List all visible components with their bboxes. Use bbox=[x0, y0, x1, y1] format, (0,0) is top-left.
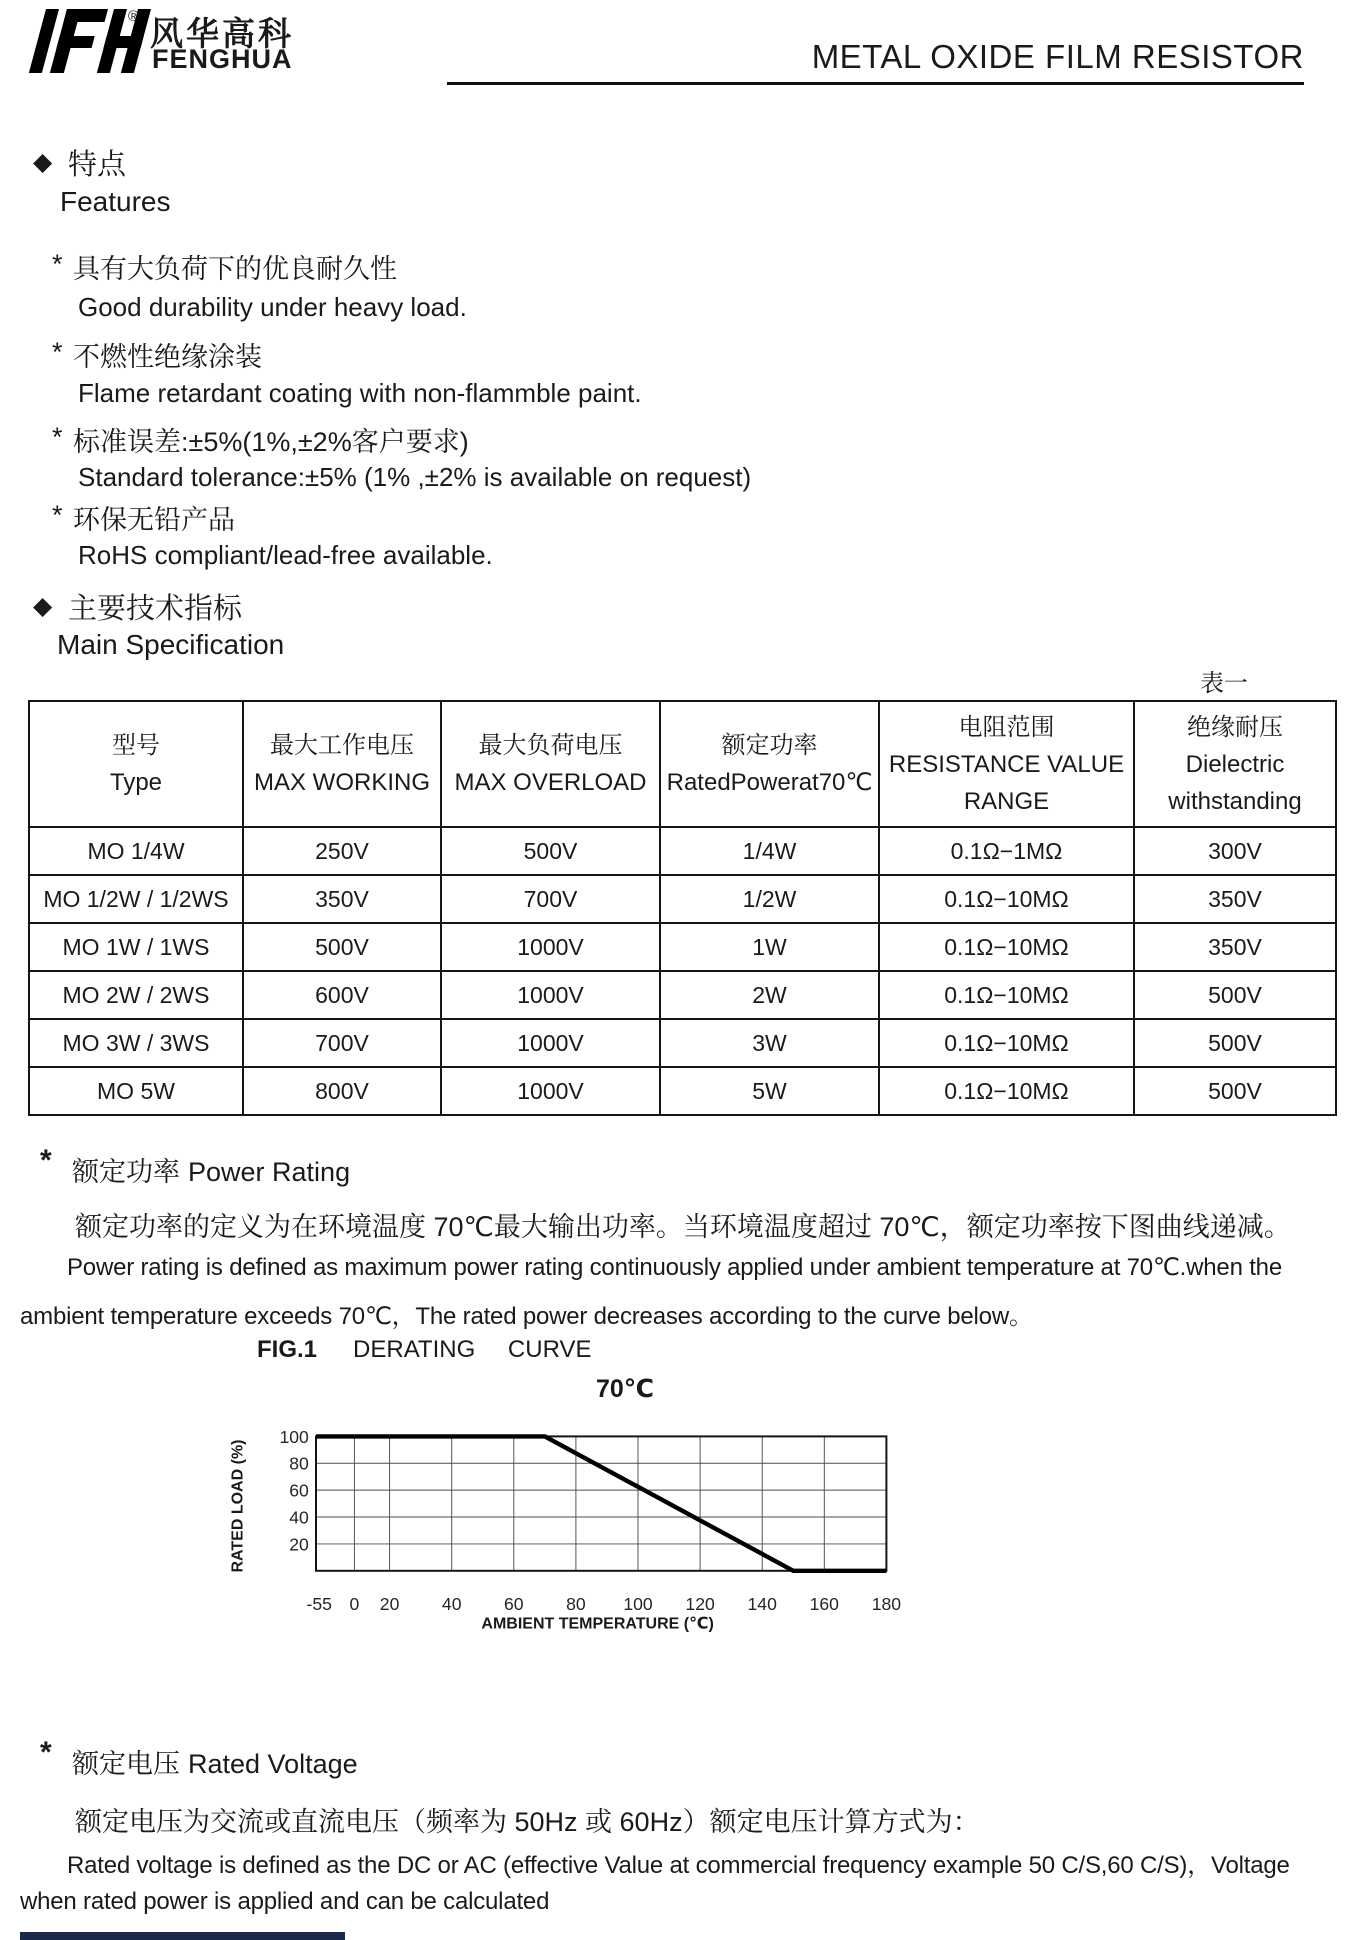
power-rating-paragraph-en: ambient temperature exceeds 70℃，The rated power decreases according to the curve below。 bbox=[20, 1303, 1033, 1330]
table-cell: 2W bbox=[660, 971, 879, 1019]
table-cell: 500V bbox=[1134, 1067, 1336, 1115]
main-spec-heading-en: Main Specification bbox=[57, 629, 285, 660]
table-row bbox=[29, 1067, 1336, 1115]
features-heading-en: Features bbox=[60, 186, 171, 217]
table-cell: 600V bbox=[243, 971, 441, 1019]
derating-curve-chart bbox=[220, 1395, 1100, 1665]
fenghua-logo-mark bbox=[28, 6, 168, 76]
column-header-zh: 额定功率 bbox=[721, 732, 818, 759]
table-cell: 1000V bbox=[441, 971, 660, 1019]
column-header-zh: 最大工作电压 bbox=[270, 732, 414, 759]
diamond-icon: ◆ bbox=[33, 148, 53, 176]
table-cell: 700V bbox=[243, 1019, 441, 1067]
column-header-zh: 最大负荷电压 bbox=[478, 732, 623, 759]
feature-bullet: * bbox=[52, 249, 63, 279]
rated-voltage-paragraph-zh: 额定电压为交流或直流电压（频率为 50Hz 或 60Hz）额定电压计算方式为： bbox=[75, 1807, 980, 1837]
rated-voltage-heading-en: Rated Voltage bbox=[188, 1749, 358, 1779]
column-header-en: Type bbox=[109, 769, 163, 796]
x-tick-label: 40 bbox=[441, 1594, 462, 1614]
feature-item-zh: 环保无铅产品 bbox=[73, 505, 235, 535]
x-tick-label: 100 bbox=[623, 1594, 653, 1614]
table-cell: 500V bbox=[1134, 971, 1336, 1019]
table-cell: 1W bbox=[660, 923, 879, 971]
column-header bbox=[1134, 701, 1336, 827]
spec-table-body bbox=[29, 827, 1336, 1115]
figure-caption bbox=[257, 1336, 592, 1364]
x-tick-label: 20 bbox=[379, 1594, 400, 1614]
figure-title: DERATING CURVE bbox=[353, 1336, 592, 1363]
table-cell: 0.1Ω−10MΩ bbox=[879, 1019, 1134, 1067]
y-axis-label: RATED LOAD (%) bbox=[229, 1439, 247, 1573]
table-cell: MO 3W / 3WS bbox=[29, 1019, 243, 1067]
rated-voltage-heading-zh: 额定电压 bbox=[72, 1749, 180, 1779]
table-cell: MO 1/4W bbox=[29, 827, 243, 875]
x-axis-label: AMBIENT TEMPERATURE (℃) bbox=[481, 1615, 714, 1633]
table-cell: 1000V bbox=[441, 1019, 660, 1067]
power-rating-heading bbox=[72, 1150, 350, 1189]
table-label: 表一 bbox=[1200, 670, 1248, 697]
y-tick-label: 80 bbox=[289, 1453, 309, 1474]
x-tick-label: 140 bbox=[747, 1594, 777, 1614]
table-cell: 5W bbox=[660, 1067, 879, 1115]
column-header-en2: withstanding bbox=[1168, 787, 1302, 815]
column-header-zh: 绝缘耐压 bbox=[1187, 713, 1283, 741]
feature-bullet: * bbox=[52, 422, 63, 452]
table-cell: 0.1Ω−10MΩ bbox=[879, 923, 1134, 971]
table-cell: 700V bbox=[441, 875, 660, 923]
power-rating-heading-zh: 额定功率 bbox=[72, 1157, 180, 1187]
rated-voltage-paragraph-en: Rated voltage is defined as the DC or AC (effective Value at commercial frequency example 50 C/S,60 C/S)，Voltage bbox=[67, 1852, 1290, 1879]
column-header bbox=[243, 701, 441, 827]
x-tick-label: 120 bbox=[685, 1594, 715, 1614]
x-tick-label: 60 bbox=[504, 1594, 524, 1614]
feature-item-zh: 标准误差:±5%(1%,±2%客户要求) bbox=[73, 427, 469, 457]
table-cell: MO 5W bbox=[29, 1067, 243, 1115]
x-tick-label: -55 bbox=[306, 1594, 332, 1614]
feature-bullet: * bbox=[52, 337, 63, 367]
rated-voltage-heading bbox=[72, 1742, 358, 1781]
figure-number: FIG.1 bbox=[257, 1336, 318, 1363]
feature-item-en: RoHS compliant/lead-free available. bbox=[78, 540, 493, 570]
brand-name-en: FENGHUA bbox=[152, 44, 293, 74]
table-cell: 500V bbox=[1134, 1019, 1336, 1067]
table-cell: 0.1Ω−1MΩ bbox=[879, 827, 1134, 875]
main-spec-heading-zh: 主要技术指标 bbox=[68, 593, 243, 625]
section-bullet: * bbox=[40, 1144, 52, 1177]
rated-voltage-paragraph-en: when rated power is applied and can be calculated bbox=[20, 1888, 550, 1915]
column-header-en2: RANGE bbox=[963, 787, 1050, 815]
table-row bbox=[29, 827, 1336, 875]
table-cell: 0.1Ω−10MΩ bbox=[879, 1067, 1134, 1115]
derating-curve-line bbox=[316, 1436, 886, 1570]
table-cell: 800V bbox=[243, 1067, 441, 1115]
table-cell: 350V bbox=[1134, 875, 1336, 923]
plot-border bbox=[316, 1436, 886, 1570]
column-header-en: RESISTANCE VALUE bbox=[888, 750, 1125, 778]
column-header bbox=[29, 701, 243, 827]
x-tick-label: 80 bbox=[566, 1594, 586, 1614]
y-tick-label: 60 bbox=[289, 1480, 309, 1501]
brand-name-zh: 风华高科 bbox=[150, 15, 294, 52]
table-cell: 350V bbox=[1134, 923, 1336, 971]
feature-item-zh: 具有大负荷下的优良耐久性 bbox=[73, 254, 397, 284]
table-cell: 500V bbox=[441, 827, 660, 875]
feature-item-en: Good durability under heavy load. bbox=[78, 292, 467, 322]
column-header-en: RatedPowerat70℃ bbox=[666, 769, 873, 796]
table-cell: 250V bbox=[243, 827, 441, 875]
spec-table bbox=[28, 700, 1337, 1116]
x-tick-label: 180 bbox=[871, 1594, 902, 1614]
table-cell: 1/2W bbox=[660, 875, 879, 923]
table-cell: 1000V bbox=[441, 1067, 660, 1115]
column-header-en: MAX OVERLOAD bbox=[454, 769, 647, 796]
table-row bbox=[29, 875, 1336, 923]
table-row bbox=[29, 1019, 1336, 1067]
table-cell: 500V bbox=[243, 923, 441, 971]
table-cell: 300V bbox=[1134, 827, 1336, 875]
column-header bbox=[660, 701, 879, 827]
column-header-en: Dielectric bbox=[1185, 750, 1285, 778]
registered-trademark-icon: ® bbox=[128, 8, 140, 25]
table-cell: MO 2W / 2WS bbox=[29, 971, 243, 1019]
page-title: METAL OXIDE FILM RESISTOR bbox=[811, 38, 1304, 75]
table-cell: MO 1/2W / 1/2WS bbox=[29, 875, 243, 923]
feature-bullet: * bbox=[52, 500, 63, 530]
y-tick-label: 40 bbox=[289, 1507, 309, 1528]
footer-bar bbox=[20, 1932, 345, 1940]
table-cell: 1/4W bbox=[660, 827, 879, 875]
column-header-en: MAX WORKING bbox=[253, 769, 430, 796]
feature-item-zh: 不燃性绝缘涂装 bbox=[73, 342, 262, 372]
y-tick-label: 100 bbox=[279, 1426, 309, 1447]
derating-breakpoint-annotation: 70℃ bbox=[596, 1375, 655, 1403]
diamond-icon: ◆ bbox=[33, 592, 53, 620]
features-heading-zh: 特点 bbox=[68, 149, 127, 181]
column-header bbox=[879, 701, 1134, 827]
table-cell: 3W bbox=[660, 1019, 879, 1067]
power-rating-paragraph-zh: 额定功率的定义为在环境温度 70℃最大输出功率。当环境温度超过 70℃，额定功率按下图曲线递减。 bbox=[75, 1212, 1291, 1242]
x-tick-label: 0 bbox=[349, 1594, 360, 1614]
feature-item-en: Flame retardant coating with non-flammble paint. bbox=[78, 378, 642, 408]
header-rule bbox=[447, 82, 1304, 85]
section-bullet: * bbox=[40, 1736, 52, 1769]
power-rating-heading-en: Power Rating bbox=[188, 1157, 351, 1187]
table-cell: 1000V bbox=[441, 923, 660, 971]
column-header bbox=[441, 701, 660, 827]
x-tick-label: 160 bbox=[809, 1594, 839, 1614]
column-header-zh: 电阻范围 bbox=[958, 713, 1055, 741]
y-tick-label: 20 bbox=[289, 1534, 309, 1555]
table-cell: MO 1W / 1WS bbox=[29, 923, 243, 971]
power-rating-paragraph-en: Power rating is defined as maximum power rating continuously applied under ambient temperature at 70℃.when the bbox=[67, 1254, 1282, 1281]
table-cell: 350V bbox=[243, 875, 441, 923]
table-row bbox=[29, 923, 1336, 971]
table-header-row bbox=[29, 701, 1336, 827]
table-cell: 0.1Ω−10MΩ bbox=[879, 875, 1134, 923]
column-header-zh: 型号 bbox=[112, 732, 160, 759]
table-cell: 0.1Ω−10MΩ bbox=[879, 971, 1134, 1019]
feature-item-en: Standard tolerance:±5% (1% ,±2% is available on request) bbox=[78, 462, 752, 492]
table-row bbox=[29, 971, 1336, 1019]
